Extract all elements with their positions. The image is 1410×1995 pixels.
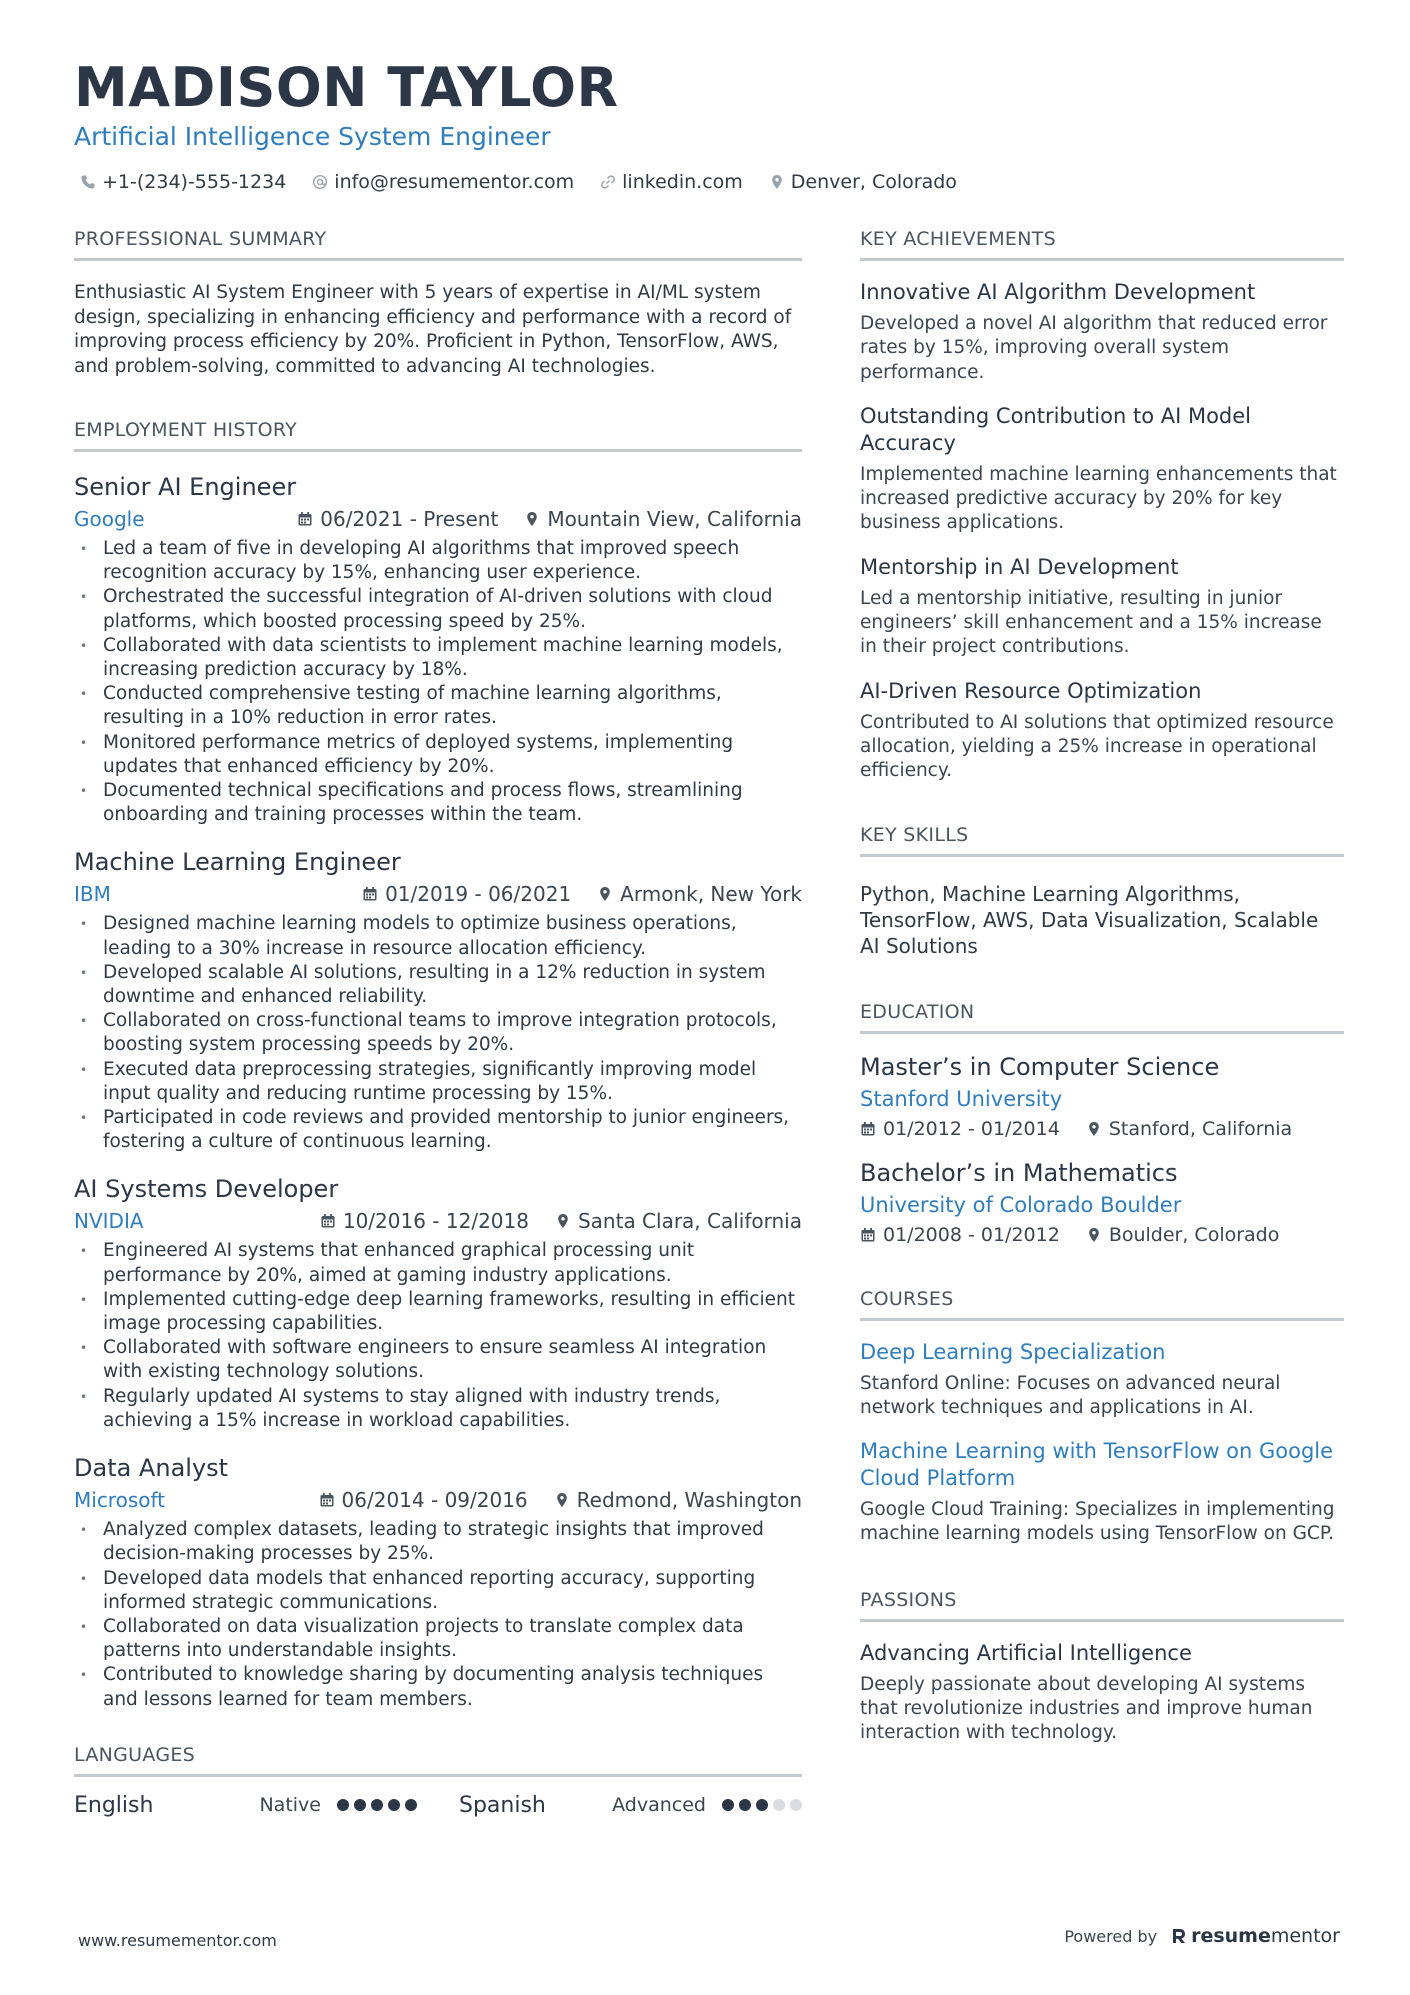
location-pin-icon — [554, 1492, 570, 1508]
calendar-icon — [319, 1492, 335, 1508]
education-dates-text: 01/2012 - 01/2014 — [883, 1117, 1060, 1140]
level-dot — [337, 1799, 349, 1811]
level-dot — [354, 1799, 366, 1811]
company-name: Microsoft — [74, 1488, 166, 1513]
job-dates — [362, 881, 571, 907]
job-location — [554, 1487, 802, 1513]
job-entry — [74, 1453, 802, 1712]
job-bullets — [74, 1518, 802, 1712]
job-title: Senior AI Engineer — [74, 473, 297, 501]
level-dot — [773, 1799, 785, 1811]
company-name: IBM — [74, 882, 111, 907]
job-entry — [74, 847, 802, 1154]
job-meta — [74, 881, 802, 907]
language-item — [74, 1793, 417, 1818]
at-icon — [312, 174, 328, 190]
contact-location — [769, 170, 957, 194]
job-dates-text: 06/2014 - 09/2016 — [341, 1488, 528, 1513]
brand-name-part2: mentor — [1270, 1925, 1340, 1947]
location-pin-icon — [1086, 1121, 1102, 1137]
job-bullet: • Analyzed complex datasets, leading to strategic insights that improved decision-making processes by 25%. — [74, 1518, 802, 1566]
education-dates — [860, 1118, 1060, 1140]
job-meta — [74, 1487, 802, 1513]
education-meta — [860, 1118, 1344, 1140]
language-name: Spanish — [459, 1792, 546, 1818]
contact-location-text: Denver, Colorado — [790, 171, 957, 193]
course-desc: Google Cloud Training: Specializes in implementing machine learning models using TensorFlow on GCP. — [860, 1499, 1335, 1545]
summary-section — [74, 226, 802, 379]
job-location-text: Armonk, New York — [620, 882, 802, 907]
location-pin-icon — [769, 174, 785, 190]
skills-text: Python, Machine Learning Algorithms, TensorFlow, AWS, Data Visualization, Scalable AI Solutions — [860, 881, 1319, 958]
education-section — [860, 999, 1344, 1246]
job-bullet: • Conducted comprehensive testing of machine learning algorithms, resulting in a 10% reduction in error rates. — [74, 682, 802, 730]
job-bullet: • Led a team of five in developing AI algorithms that improved speech recognition accuracy by 15%, enhancing user experience. — [74, 537, 802, 585]
education-dates — [860, 1224, 1060, 1246]
job-bullet: • Implemented cutting-edge deep learning frameworks, resulting in efficient image processing capabilities. — [74, 1288, 802, 1336]
left-column — [74, 226, 802, 1818]
brand-name-part1: resume — [1191, 1925, 1271, 1947]
level-dot — [722, 1799, 734, 1811]
course-title: Deep Learning Specialization — [860, 1339, 1166, 1364]
footer-branding — [1064, 1925, 1340, 1947]
section-heading: COURSES — [860, 1286, 1344, 1321]
contact-email[interactable] — [312, 170, 574, 194]
level-dot — [739, 1799, 751, 1811]
job-bullet: • Documented technical specifications and process flows, streamlining onboarding and training processes within the team. — [74, 779, 802, 827]
language-dots — [337, 1799, 417, 1811]
contact-phone-text: +1-(234)-555-1234 — [102, 171, 287, 193]
language-dots — [722, 1799, 802, 1811]
brand-logo[interactable] — [1171, 1925, 1340, 1947]
job-bullet: • Collaborated with software engineers to ensure seamless AI integration with existing technology solutions. — [74, 1336, 802, 1384]
job-bullet: • Designed machine learning models to optimize business operations, leading to a 30% increase in resource allocation efficiency. — [74, 912, 802, 960]
job-title: Data Analyst — [74, 1454, 229, 1483]
calendar-icon — [860, 1121, 876, 1137]
education-degree: Master’s in Computer Science — [860, 1052, 1220, 1081]
level-dot — [790, 1799, 802, 1811]
achievements-section — [860, 226, 1344, 784]
education-location-text: Boulder, Colorado — [1108, 1223, 1280, 1246]
course-desc: Stanford Online: Focuses on advanced neural network techniques and applications in AI. — [860, 1372, 1281, 1418]
contact-linkedin[interactable] — [600, 170, 743, 194]
achievement-title: Mentorship in AI Development — [860, 554, 1179, 579]
education-item — [860, 1158, 1344, 1246]
calendar-icon — [320, 1213, 336, 1229]
job-entry — [74, 472, 802, 827]
level-dot — [405, 1799, 417, 1811]
courses-section — [860, 1286, 1344, 1547]
job-title: AI Systems Developer — [74, 1175, 339, 1204]
employment-section — [74, 417, 802, 1712]
brand-mark-icon — [1171, 1927, 1187, 1945]
job-entry — [74, 1174, 802, 1433]
section-heading: PASSIONS — [860, 1587, 1344, 1622]
phone-icon — [80, 174, 96, 190]
achievement-desc: Contributed to AI solutions that optimized resource allocation, yielding a 25% increase in operational efficiency. — [860, 711, 1334, 782]
job-bullet: • Collaborated on data visualization projects to translate complex data patterns into understandable insights. — [74, 1615, 802, 1663]
course-title: Machine Learning with TensorFlow on Google Cloud Platform — [860, 1439, 1334, 1491]
calendar-icon — [362, 886, 378, 902]
section-heading: KEY SKILLS — [860, 822, 1344, 857]
job-bullet: • Developed data models that enhanced reporting accuracy, supporting informed strategic communications. — [74, 1567, 802, 1615]
level-dot — [371, 1799, 383, 1811]
job-bullet: • Monitored performance metrics of deployed systems, implementing updates that enhanced efficiency by 20%. — [74, 731, 802, 779]
language-name: English — [74, 1792, 154, 1818]
achievement-item — [860, 678, 1344, 784]
job-dates — [297, 506, 498, 532]
job-dates — [320, 1208, 529, 1234]
job-meta — [74, 1208, 802, 1234]
level-dot — [756, 1799, 768, 1811]
job-location-text: Redmond, Washington — [576, 1488, 802, 1513]
job-dates-text: 01/2019 - 06/2021 — [385, 882, 572, 907]
location-pin-icon — [597, 886, 613, 902]
candidate-title: Artificial Intelligence System Engineer — [74, 122, 551, 151]
language-level: Advanced — [612, 1794, 706, 1817]
contact-linkedin-text: linkedin.com — [622, 171, 743, 193]
languages-section — [74, 1742, 802, 1818]
education-school: University of Colorado Boulder — [860, 1192, 1182, 1217]
achievement-title: Outstanding Contribution to AI Model Accuracy — [860, 403, 1252, 455]
language-level: Native — [259, 1794, 321, 1817]
job-location-text: Mountain View, California — [547, 507, 802, 531]
link-icon — [600, 174, 616, 190]
job-bullet: • Collaborated with data scientists to implement machine learning models, increasing prediction accuracy by 18%. — [74, 634, 802, 682]
job-meta — [74, 506, 802, 532]
job-bullet: • Participated in code reviews and provided mentorship to junior engineers, fostering a culture of continuous learning. — [74, 1106, 802, 1154]
achievement-item — [860, 279, 1344, 385]
job-bullet: • Regularly updated AI systems to stay aligned with industry trends, achieving a 15% increase in workload capabilities. — [74, 1385, 802, 1433]
passion-item — [860, 1640, 1344, 1746]
contact-email-text: info@resumementor.com — [334, 171, 575, 193]
summary-text: Enthusiastic AI System Engineer with 5 years of expertise in AI/ML system design, specializing in enhancing efficiency and performance with a record of improving process efficiency by 20%. Proficient in Python, TensorFlow, AWS, and problem-solving, committed to advancing AI technologies. — [74, 282, 792, 377]
achievement-desc: Led a mentorship initiative, resulting in junior engineers’ skill enhancement and a 15% increase in their project contributions. — [860, 587, 1322, 658]
job-bullets — [74, 912, 802, 1154]
calendar-icon — [860, 1227, 876, 1243]
contact-bar — [80, 170, 957, 194]
calendar-icon — [297, 511, 313, 527]
job-location — [524, 506, 802, 532]
contact-phone[interactable] — [80, 170, 286, 194]
job-bullet: • Engineered AI systems that enhanced graphical processing unit performance by 20%, aimed at gaming industry applications. — [74, 1239, 802, 1287]
level-dot — [388, 1799, 400, 1811]
education-dates-text: 01/2008 - 01/2012 — [883, 1223, 1060, 1246]
job-bullet: • Orchestrated the successful integration of AI-driven solutions with cloud platforms, which boosted processing speed by 25%. — [74, 585, 802, 633]
job-location — [597, 881, 802, 907]
skills-section — [860, 822, 1344, 959]
job-title: Machine Learning Engineer — [74, 848, 401, 877]
course-item — [860, 1438, 1344, 1547]
achievement-item — [860, 554, 1344, 660]
job-bullet: • Collaborated on cross-functional teams to improve integration protocols, boosting system processing speeds by 20%. — [74, 1009, 802, 1057]
job-dates-text: 06/2021 - Present — [320, 507, 499, 531]
job-bullets — [74, 1239, 802, 1433]
company-name: NVIDIA — [74, 1209, 144, 1234]
section-heading: EDUCATION — [860, 999, 1344, 1034]
location-pin-icon — [524, 511, 540, 527]
candidate-name: MADISON TAYLOR — [74, 56, 619, 119]
education-degree: Bachelor’s in Mathematics — [860, 1158, 1178, 1187]
job-dates-text: 10/2016 - 12/2018 — [342, 1209, 529, 1234]
education-school: Stanford University — [860, 1086, 1063, 1111]
section-heading: KEY ACHIEVEMENTS — [860, 226, 1344, 261]
language-item — [459, 1793, 802, 1818]
section-heading: EMPLOYMENT HISTORY — [74, 417, 802, 452]
company-name: Google — [74, 507, 145, 531]
passion-title: Advancing Artificial Intelligence — [860, 1640, 1192, 1665]
achievement-desc: Implemented machine learning enhancements that increased predictive accuracy by 20% for key business applications. — [860, 463, 1337, 534]
passions-section — [860, 1587, 1344, 1746]
job-bullet: • Executed data preprocessing strategies, significantly improving model input quality and reducing runtime processing by 15%. — [74, 1058, 802, 1106]
achievement-title: Innovative AI Algorithm Development — [860, 280, 1256, 304]
achievement-desc: Developed a novel AI algorithm that reduced error rates by 15%, improving overall system performance. — [860, 313, 1328, 383]
location-pin-icon — [555, 1213, 571, 1229]
job-location — [555, 1208, 802, 1234]
section-heading: PROFESSIONAL SUMMARY — [74, 226, 802, 261]
education-location-text: Stanford, California — [1108, 1117, 1293, 1140]
achievement-item — [860, 403, 1344, 536]
education-item — [860, 1052, 1344, 1140]
achievement-title: AI-Driven Resource Optimization — [860, 678, 1202, 703]
powered-by-label: Powered by — [1064, 1926, 1158, 1946]
right-column — [860, 226, 1344, 1746]
education-location — [1086, 1224, 1280, 1246]
education-meta — [860, 1224, 1344, 1246]
job-bullets — [74, 537, 802, 827]
job-dates — [319, 1487, 528, 1513]
passion-desc: Deeply passionate about developing AI systems that revolutionize industries and improve human interaction with technology. — [860, 1673, 1313, 1744]
course-item — [860, 1339, 1344, 1421]
job-location-text: Santa Clara, California — [577, 1209, 802, 1234]
education-location — [1086, 1118, 1292, 1140]
job-bullet: • Contributed to knowledge sharing by documenting analysis techniques and lessons learned for team members. — [74, 1663, 802, 1711]
location-pin-icon — [1086, 1227, 1102, 1243]
footer-website[interactable]: www.resumementor.com — [78, 1931, 277, 1950]
job-bullet: • Developed scalable AI solutions, resulting in a 12% reduction in system downtime and enhanced reliability. — [74, 961, 802, 1009]
section-heading: LANGUAGES — [74, 1742, 802, 1777]
